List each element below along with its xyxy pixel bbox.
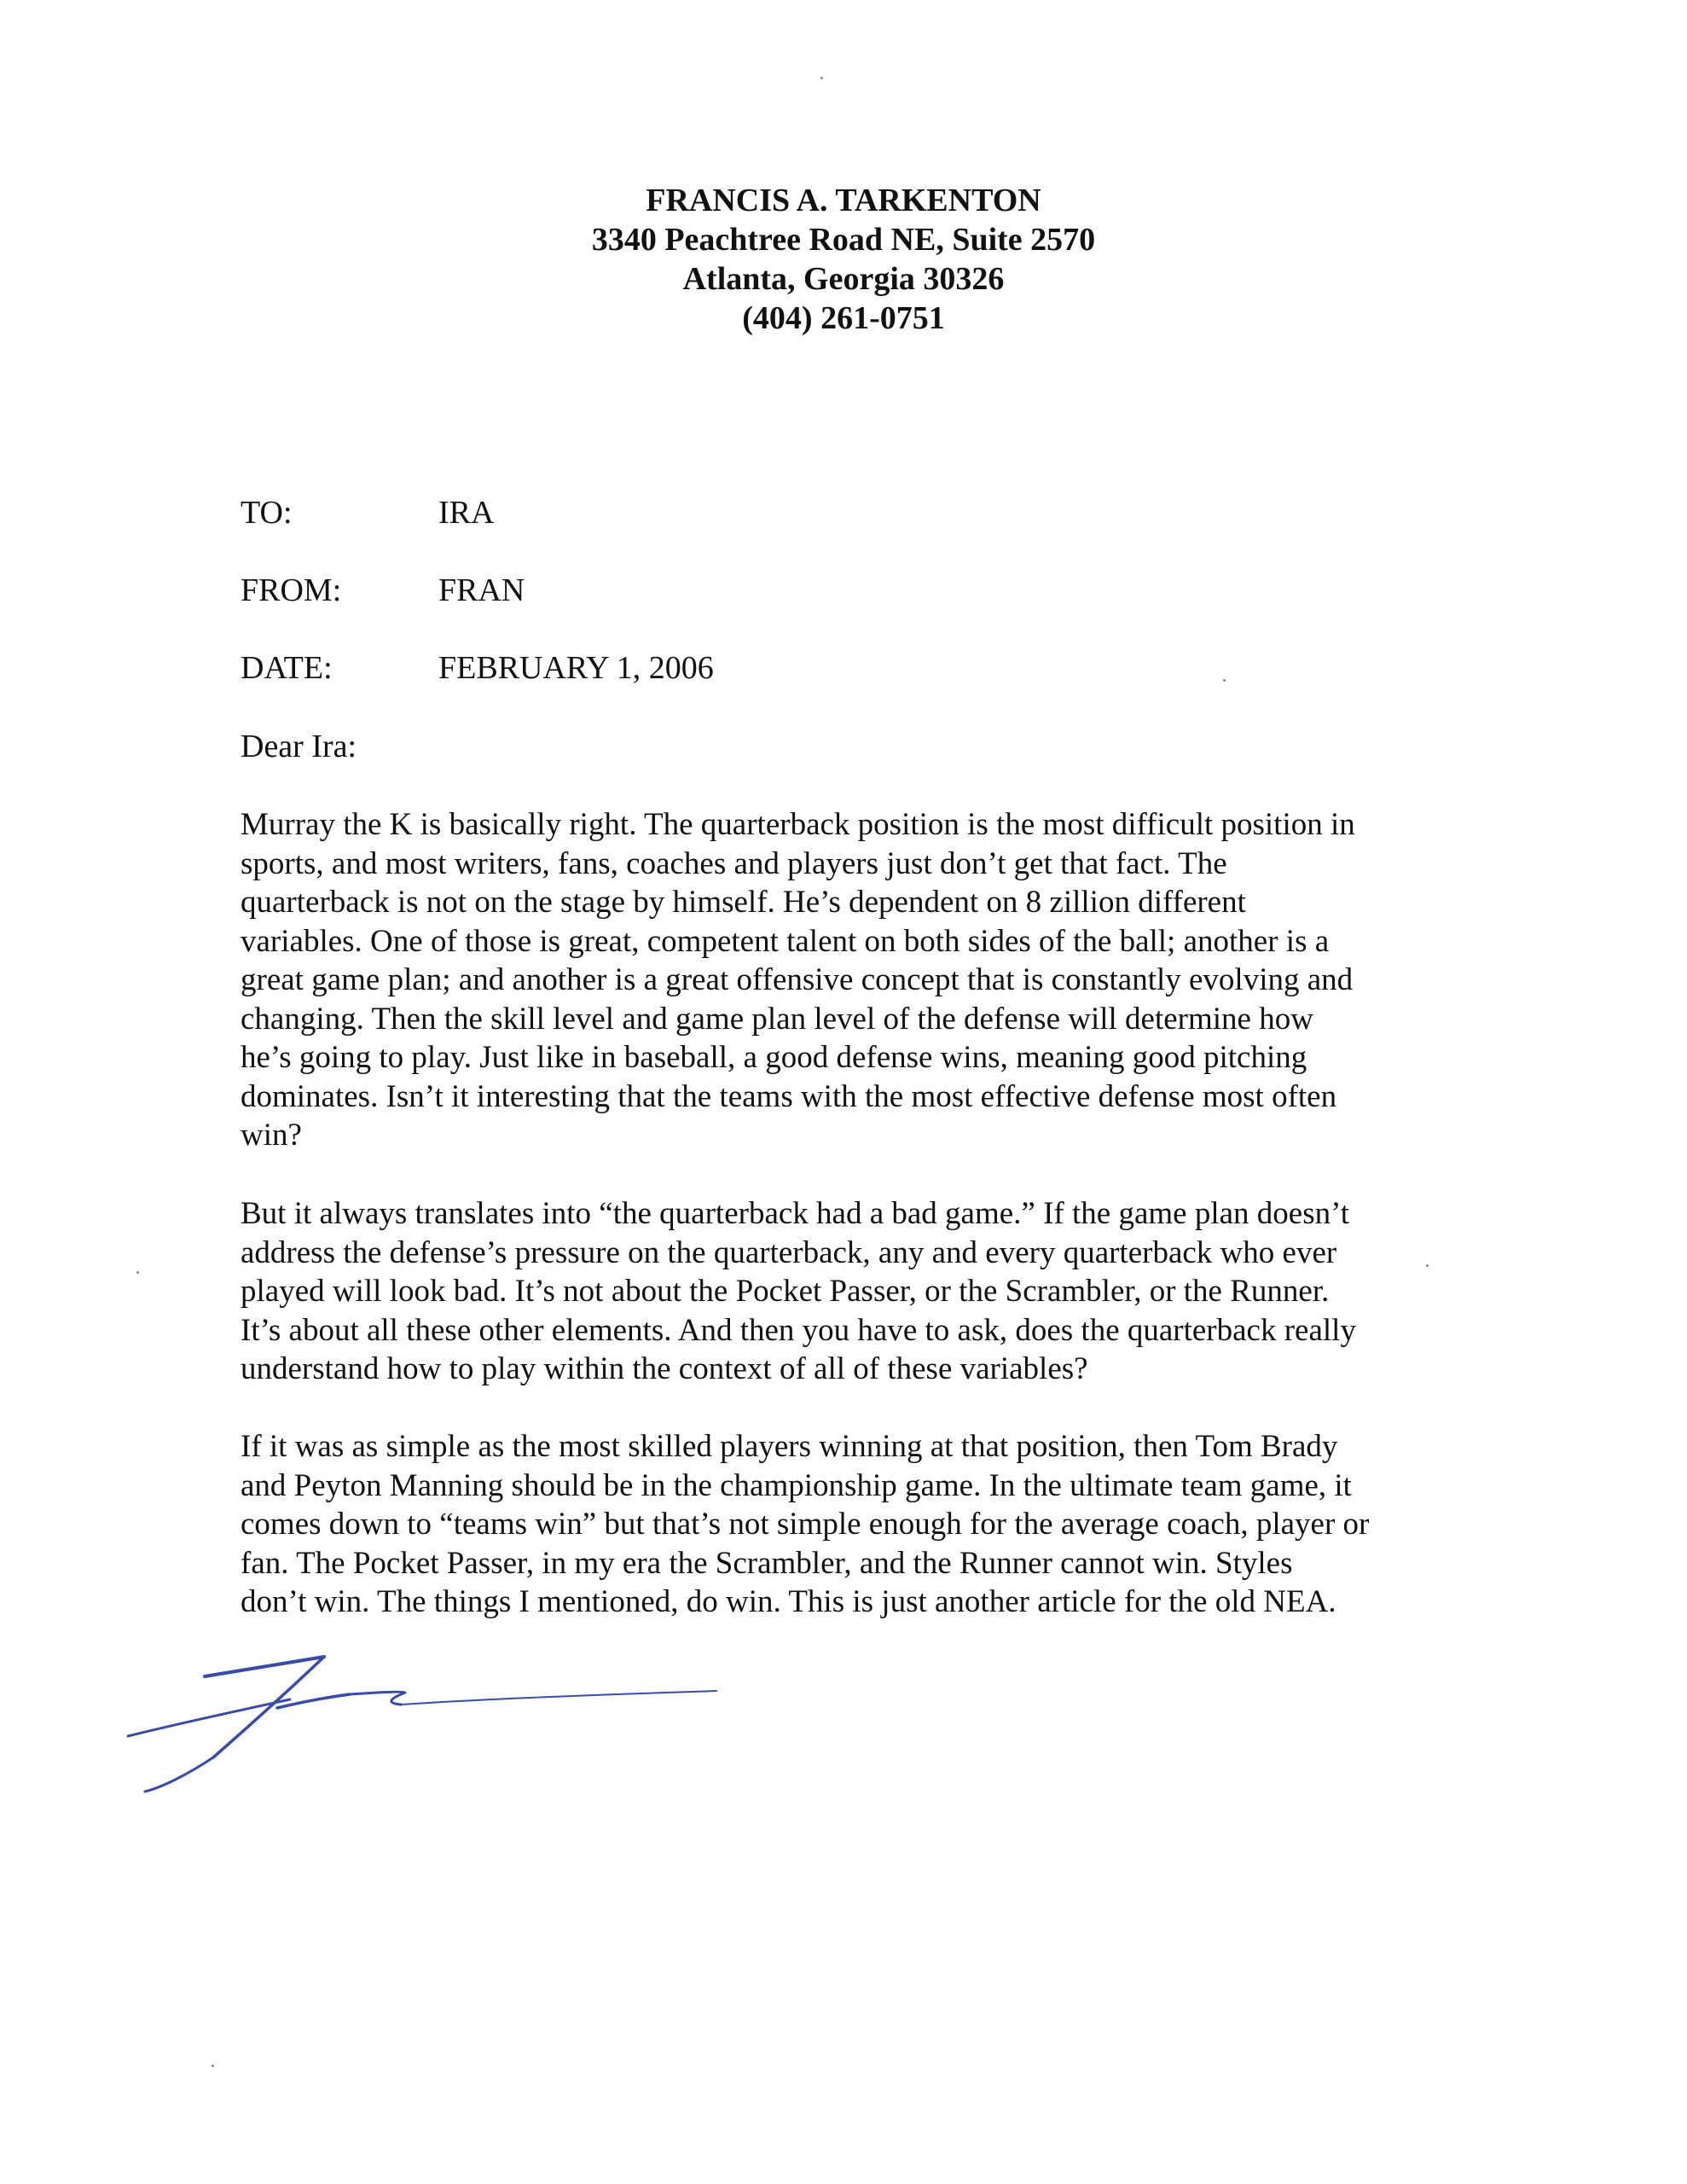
paragraph-line: fan. The Pocket Passer, in my era the Scrambler, and the Runner cannot win. Styles (241, 1545, 1293, 1581)
paragraph-line: and Peyton Manning should be in the championship game. In the ultimate team game, it (241, 1467, 1352, 1503)
paragraph-line: If it was as simple as the most skilled players winning at that position, then Tom Brady (241, 1429, 1338, 1464)
letterhead-name: FRANCIS A. TARKENTON (646, 183, 1041, 218)
paragraph-line: quarterback is not on the stage by himself. He’s dependent on 8 zillion different (241, 885, 1246, 920)
paragraph-line: played will look bad. It’s not about the Pocket Passer, or the Scrambler, or the Runner. (241, 1274, 1330, 1309)
paragraph-line: It’s about all these other elements. And then you have to ask, does the quarterback really (241, 1312, 1356, 1348)
paragraph-line: But it always translates into “the quarterback had a bad game.” If the game plan doesn’t (241, 1196, 1350, 1231)
paragraph-1 (241, 805, 1452, 1155)
salutation: Dear Ira: (241, 729, 357, 764)
paragraph-line: variables. One of those is great, competent talent on both sides of the ball; another is a (241, 923, 1330, 959)
scan-speck (1426, 1264, 1429, 1267)
memo-to-label: TO: (241, 495, 293, 531)
signature-stroke (401, 1691, 716, 1705)
paragraph-line: don’t win. The things I mentioned, do win. This is just another article for the old NEA. (241, 1584, 1336, 1619)
signature-stroke (128, 1699, 290, 1736)
paragraph-line: comes down to “teams win” but that’s not simple enough for the average coach, player or (241, 1507, 1370, 1542)
paragraph-line: dominates. Isn’t it interesting that the teams with the most effective defense most often (241, 1078, 1337, 1114)
signature-stroke (145, 1757, 213, 1792)
paragraph-line: win? (241, 1118, 302, 1153)
paragraph-line: sports, and most writers, fans, coaches and players just don’t get that fact. The (241, 845, 1227, 881)
memo-date-label: DATE: (241, 650, 333, 686)
scan-speck (1223, 679, 1226, 682)
scan-speck (212, 2065, 214, 2067)
paragraph-line: understand how to play within the context of all of these variables? (241, 1351, 1088, 1386)
paragraph-2 (241, 1194, 1452, 1389)
memo-to-value: IRA (438, 495, 495, 531)
paragraph-3 (241, 1427, 1452, 1622)
paragraph-line: address the defense’s pressure on the quarterback, any and every quarterback who ever (241, 1234, 1337, 1270)
letterhead-address-line-2: Atlanta, Georgia 30326 (682, 261, 1005, 297)
handwritten-signature (119, 1638, 733, 1809)
memo-from-label: FROM: (241, 572, 342, 608)
letterhead (0, 181, 1687, 338)
scan-speck (136, 1271, 139, 1274)
paragraph-line: changing. Then the skill level and game plan level of the defense will determine how (241, 1001, 1313, 1037)
scan-speck (820, 77, 823, 79)
signature-stroke (350, 1692, 405, 1705)
paragraph-line: great game plan; and another is a great offensive concept that is constantly evolving and (241, 962, 1354, 997)
paragraph-line: Murray the K is basically right. The quarterback position is the most difficult position in (241, 807, 1355, 842)
signature-strokes (128, 1657, 716, 1792)
paragraph-line: he’s going to play. Just like in baseball, a good defense wins, meaning good pitching (241, 1040, 1307, 1075)
letterhead-phone: (404) 261-0751 (742, 300, 945, 336)
memo-date-value: FEBRUARY 1, 2006 (438, 650, 714, 686)
letterhead-address-line-1: 3340 Peachtree Road NE, Suite 2570 (591, 222, 1096, 258)
memo-from-value: FRAN (438, 572, 525, 608)
